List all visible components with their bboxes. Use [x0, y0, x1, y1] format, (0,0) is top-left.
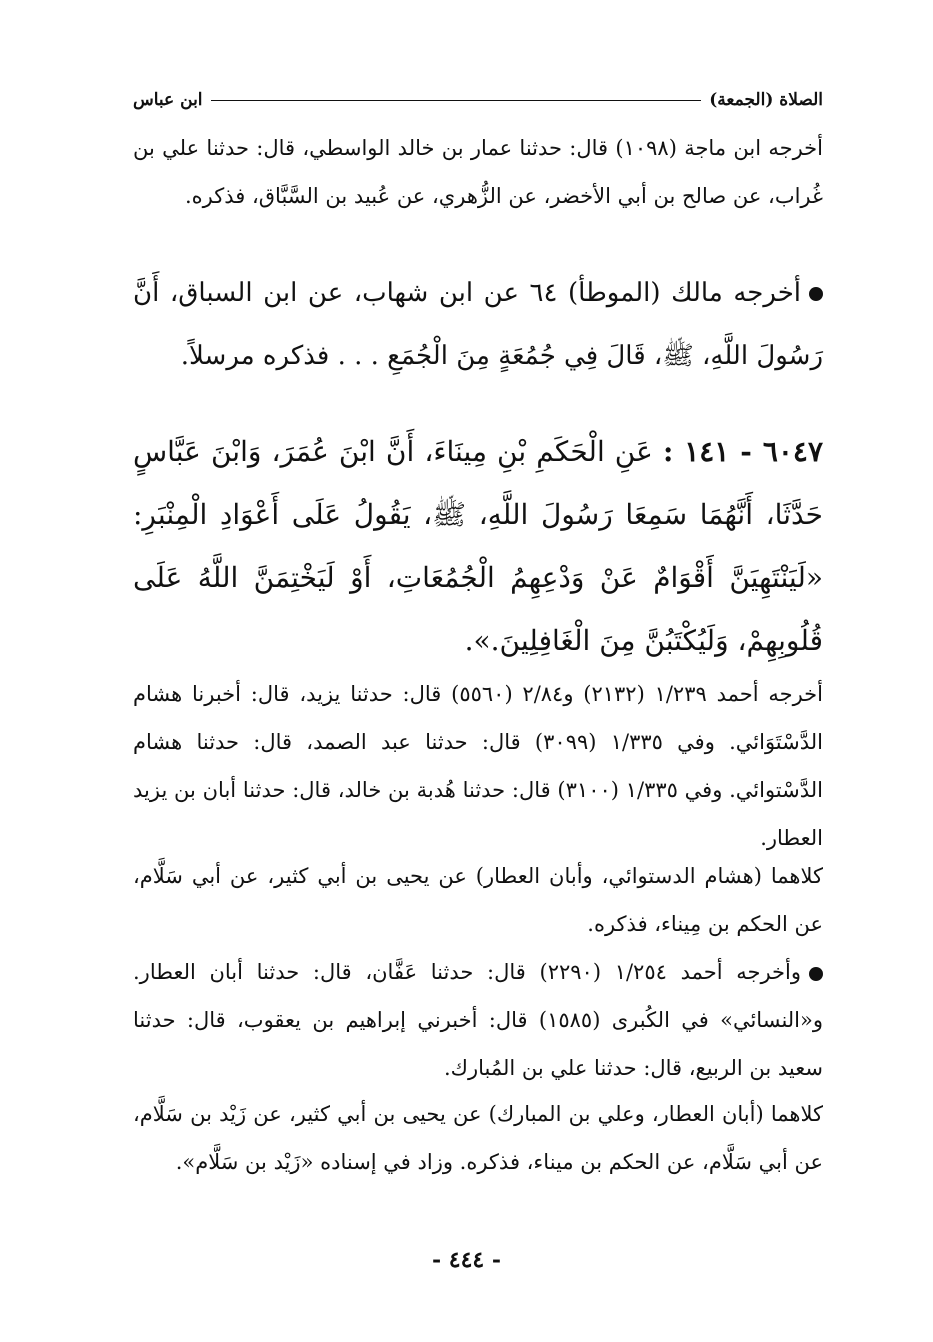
hadith-block	[133, 420, 823, 672]
chapter-title: الصلاة (الجمعة)	[709, 90, 823, 110]
paragraph-text: كلاهما (هشام الدستوائي، وأبان العطار) عن يحيى بن أبي كثير، عن أبي سَلَّام، عن الحكم بن مِيناء، فذكره.	[133, 864, 823, 936]
takhrij-paragraph-1	[133, 124, 823, 220]
page-number: - ٤٤٤ -	[431, 1247, 502, 1273]
paragraph-text: وأخرجه أحمد ١/٢٥٤ (٢٢٩٠) قال: حدثنا عَفَّان، قال: حدثنا أبان العطار. و«النسائي» في الكُبرى (١٥٨٥) قال: أخبرني إبراهيم بن يعقوب، قال: حدثنا سعيد بن الربيع، قال: حدثنا علي بن المُبارك.	[133, 960, 824, 1080]
paragraph-text: كلاهما (أبان العطار، وعلي بن المبارك) عن يحيى بن أبي كثير، عن زَيْد بن سَلَّام، عن أبي سَلَّام، عن الحكم بن ميناء، فذكره. وزاد في إسناده «زَيْد بن سَلَّام».	[133, 1102, 823, 1174]
takhrij-paragraph-4	[133, 852, 823, 948]
takhrij-paragraph-3	[133, 670, 823, 862]
bullet-icon	[809, 967, 823, 981]
takhrij-paragraph-5	[133, 948, 823, 1092]
hadith-text: عَنِ الْحَكَمِ بْنِ مِينَاءَ، أَنَّ ابْنَ عُمَرَ، وَابْنَ عَبَّاسٍ حَدَّثَا، أَنَّهُمَا سَمِعَا رَسُولَ اللَّهِ، ﷺ، يَقُولُ عَلَى أَعْوَادِ الْمِنْبَرِ: «لَيَنْتَهِيَنَّ أَقْوَامٌ عَنْ وَدْعِهِمُ الْجُمُعَاتِ، أَوْ لَيَخْتِمَنَّ اللَّهُ عَلَى قُلُوبِهِمْ، وَلَيُكْتَبُنَّ مِنَ الْغَافِلِينَ.».	[133, 435, 823, 657]
hadith-number: ٦٠٤٧ - ١٤١ :	[662, 435, 823, 468]
running-header	[133, 86, 823, 114]
paragraph-text: أخرجه مالك (الموطأ) ٦٤ عن ابن شهاب، عن ابن السباق، أَنَّ رَسُولَ اللَّهِ، ﷺ، قَالَ فِي جُمُعَةٍ مِنَ الْجُمَعِ . . . فذكره مرسلاً.	[133, 278, 823, 371]
narrator-title: ابن عباس	[133, 90, 203, 110]
paragraph-text: أخرجه ابن ماجة (١٠٩٨) قال: حدثنا عمار بن خالد الواسطي، قال: حدثنا علي بن غُراب، عن صالح بن أبي الأخضر، عن الزُّهري، عن عُبيد بن السَّبَّاق، فذكره.	[133, 136, 823, 208]
paragraph-text: أخرجه أحمد ١/٢٣٩ (٢١٣٢) و٢/٨٤ (٥٥٦٠) قال: حدثنا يزيد، قال: أخبرنا هشام الدَّسْتَوَائي. وفي ١/٣٣٥ (٣٠٩٩) قال: حدثنا عبد الصمد، قال: حدثنا هشام الدَّسْتوائي. وفي ١/٣٣٥ (٣١٠٠) قال: حدثنا هُدبة بن خالد، قال: حدثنا أبان بن يزيد العطار.	[133, 682, 823, 850]
takhrij-paragraph-6	[133, 1090, 823, 1186]
takhrij-paragraph-2	[133, 262, 823, 388]
header-rule	[211, 100, 702, 101]
bullet-icon	[809, 287, 823, 301]
